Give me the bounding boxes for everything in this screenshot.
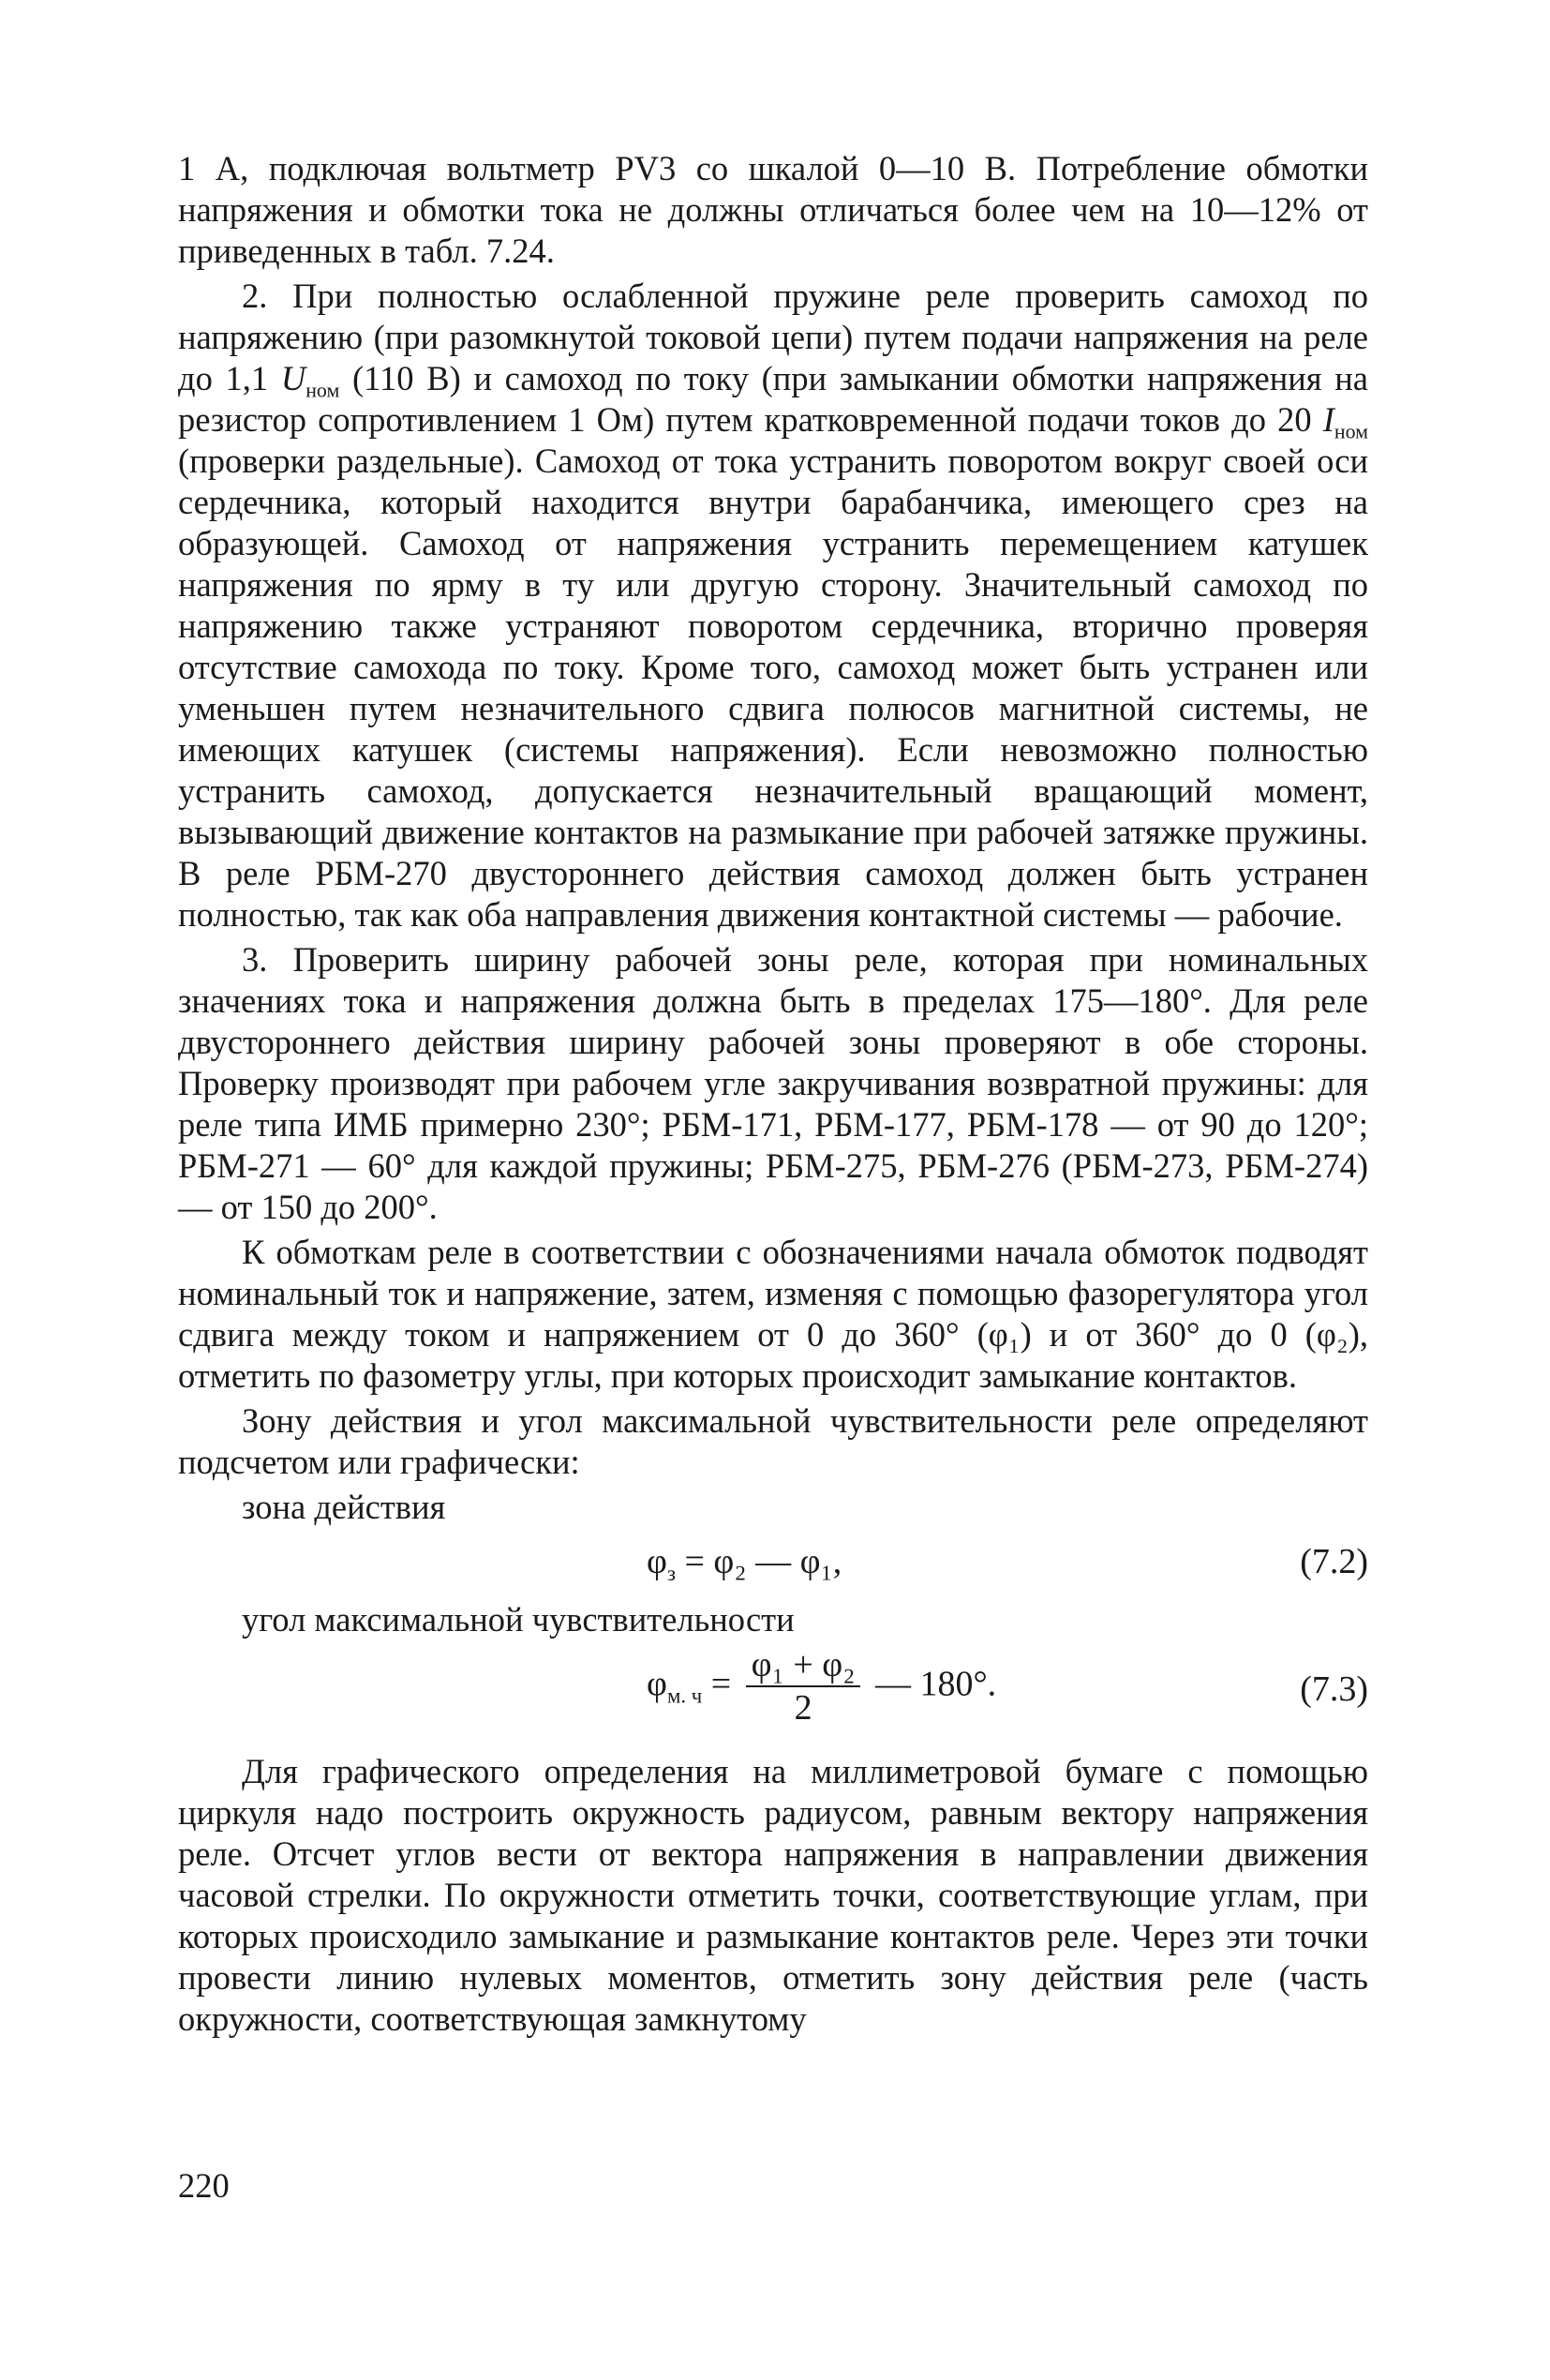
variable-i: I	[1322, 400, 1334, 439]
fraction	[746, 1646, 861, 1729]
paragraph-working-zone: 3. Проверить ширину рабочей зоны реле, которая при номинальных значениях тока и напряжения должна быть в пределах 175—180°. Для реле двустороннего действия ширину рабочей зоны проверяют в обе стороны. Проверку производят при рабочем угле закручивания возвратной пружины: для реле типа ИМБ примерно 230°; РБМ-171, РБМ-177, РБМ-178 — от 90 до 120°; РБМ-271 — 60° для каждой пружины; РБМ-275, РБМ-276 (РБМ-273, РБМ-274) — от 150 до 200°.	[178, 940, 1368, 1226]
page-body	[178, 148, 1368, 2043]
formula-lhs-sub: з	[666, 1561, 676, 1585]
subscript-nom: ном	[306, 378, 340, 402]
fraction-numerator: φ₁ + φ₂	[746, 1646, 861, 1687]
paragraph-text: (110 В) и самоход по току (при замыкании обмотки напряжения на резистор сопротивлением 1 Ом) путем кратковременной подачи токов до 20	[178, 359, 1368, 439]
formula-expression	[647, 1646, 996, 1729]
paragraph-windings: К обмоткам реле в соответствии с обозначениями начала обмоток подводят номинальный ток и напряжение, затем, изменяя с помощью фазорегулятора угол сдвига между током и напряжением от 0 до 360° (φ₁) и от 360° до 0 (φ₂), отметить по фазометру углы, при которых происходит замыкание контактов.	[178, 1233, 1368, 1395]
fraction-denominator: 2	[794, 1688, 812, 1728]
formula-tail: — 180°.	[866, 1664, 997, 1704]
formula-7-2	[178, 1528, 1368, 1599]
equation-number: (7.2)	[1300, 1542, 1368, 1581]
paragraph-text: 2. При полностью ослабленной пружине реле проверить самоход по напряжению (при разомкнутой токовой цепи) путем подачи напряжения на реле до 1,1	[178, 277, 1368, 397]
variable-u: U	[280, 359, 306, 397]
label-action-zone: зона действия	[242, 1488, 446, 1526]
formula-7-3	[178, 1640, 1368, 1751]
paragraph-continuation: 1 А, подключая вольтметр PV3 со шкалой 0—10 В. Потребление обмотки напряжения и обмотки тока не должны отличаться более чем на 10—12% от приведенных в табл. 7.24.	[178, 149, 1368, 270]
page-number: 220	[178, 2166, 230, 2205]
formula-lhs: φ	[647, 1664, 667, 1704]
formula-lhs: φ	[647, 1542, 667, 1581]
formula-expression	[647, 1541, 842, 1585]
paragraph-self-motion-check	[178, 276, 1368, 936]
label-max-sensitivity: угол максимальной чувствительности	[242, 1600, 795, 1639]
paragraph-graphical-method: Для графического определения на миллиметровой бумаге с помощью циркуля надо построить окружность радиусом, равным вектору напряжения реле. Отсчет углов вести от вектора напряжения в направлении движения часовой стрелки. По окружности отметить точки, соответствующие углам, при которых происходило замыкание и размыкание контактов реле. Через эти точки провести линию нулевых моментов, отметить зону действия реле (часть окружности, соответствующая замкнутому	[178, 1752, 1368, 2038]
paragraph-zone-definition: Зону действия и угол максимальной чувствительности реле определяют подсчетом или графически:	[178, 1401, 1368, 1481]
equation-number: (7.3)	[1300, 1669, 1368, 1709]
formula-lhs-sub: м. ч	[666, 1684, 703, 1708]
paragraph-text: (проверки раздельные). Самоход от тока устранить поворотом вокруг своей оси сердечника, который находится внутри барабанчика, имеющего срез на образующей. Самоход от напряжения устранить перемещением катушек напряжения по ярму в ту или другую сторону. Значительный самоход по напряжению также устраняют поворотом сердечника, вторично проверяя отсутствие самохода по току. Кроме того, самоход может быть устранен или уменьшен путем незначительного сдвига полюсов магнитной системы, не имеющих катушек (системы напряжения). Если невозможно полностью устранить самоход, допускается незначительный вращающий момент, вызывающий движение контактов на размыкание при рабочей затяжке пружины. В реле РБМ-270 двустороннего действия самоход должен быть устранен полностью, так как оба направления движения контактной системы — рабочие.	[178, 442, 1368, 934]
formula-eq: =	[702, 1664, 740, 1704]
formula-rhs: = φ₂ — φ₁,	[675, 1542, 842, 1581]
subscript-nom: ном	[1334, 419, 1368, 443]
